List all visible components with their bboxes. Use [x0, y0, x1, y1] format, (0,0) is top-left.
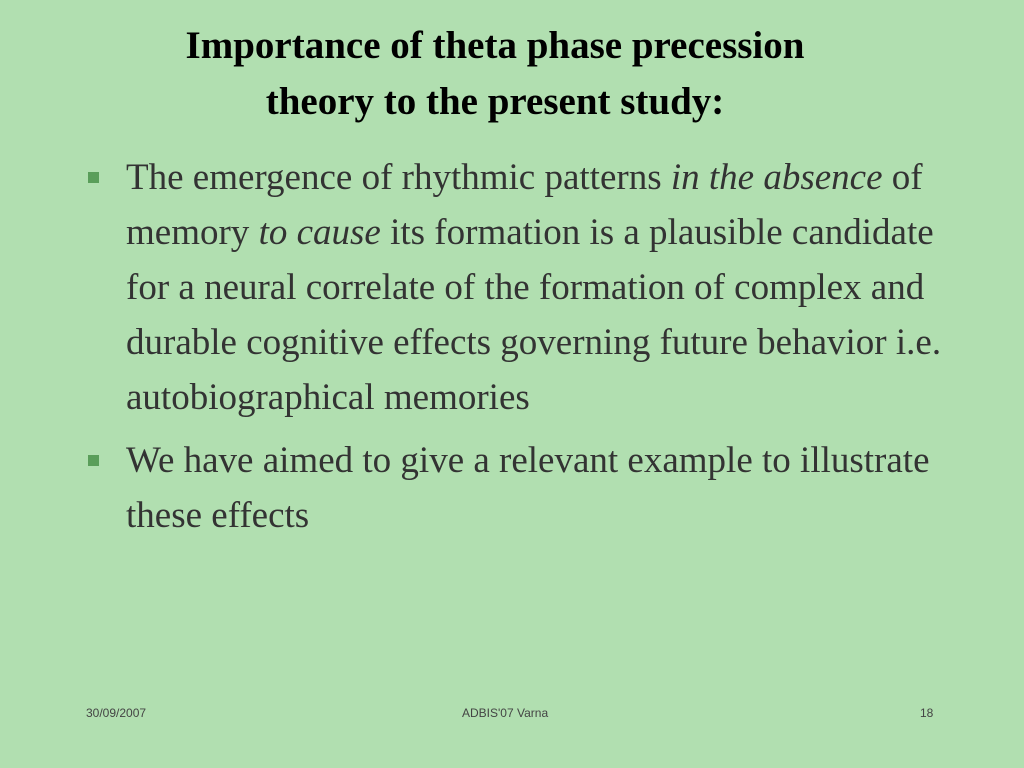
title-line-1: Importance of theta phase precession [185, 24, 805, 67]
square-bullet-icon [88, 172, 99, 183]
bullet-text-2 [126, 440, 930, 536]
bullet-1-segment-1: The emergence of rhythmic patterns [126, 157, 671, 198]
bullet-1-segment-2: in the absence [670, 157, 883, 198]
slide-title [60, 18, 930, 130]
bullet-item-1 [88, 150, 948, 425]
bullet-list [88, 150, 948, 551]
title-line-2: theory to the present study: [265, 80, 725, 123]
bullet-1-segment-5: its formation is a plausible candidate for a neural correlate of the formation of complex and durable cognitive effects governing future behavior i.e. autobiographical memories [126, 212, 942, 418]
bullet-1-segment-3: of memory [126, 157, 923, 253]
square-bullet-icon [88, 455, 99, 466]
bullet-text-1 [126, 157, 941, 418]
footer-date: 30/09/2007 [86, 706, 147, 720]
bullet-1-segment-4: to cause [258, 212, 381, 253]
footer-page-number: 18 [920, 706, 934, 720]
bullet-2-segment-1: We have aimed to give a relevant example to illustrate these effects [126, 440, 930, 536]
bullet-item-2 [88, 433, 948, 543]
footer-conference: ADBIS'07 Varna [462, 706, 549, 720]
